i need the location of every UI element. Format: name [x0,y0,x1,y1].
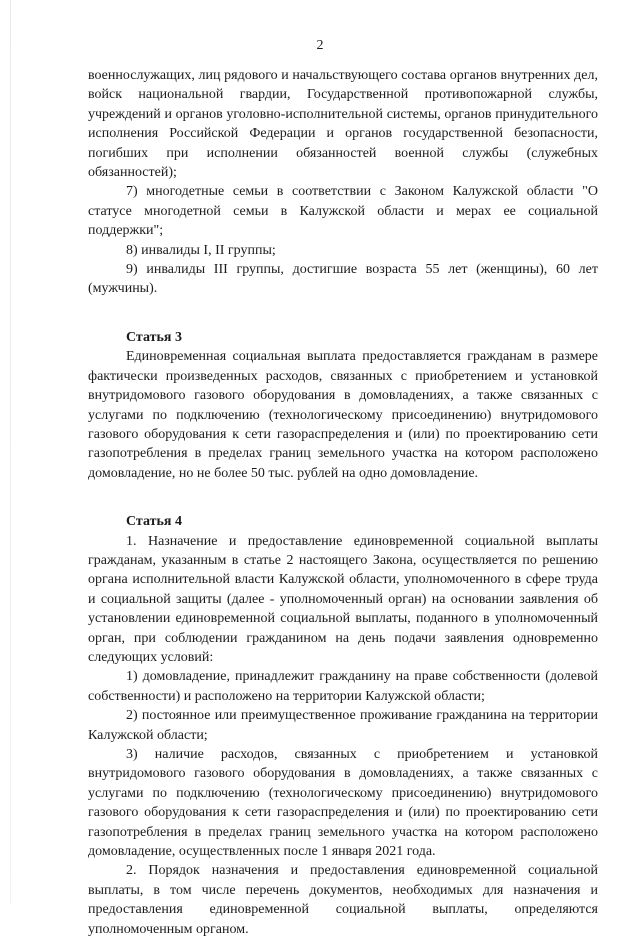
page-number: 2 [316,38,324,53]
condition-1: 1) домовладение, принадлежит гражданину на праве собственности (долевой собственности) и расположено на территории Калужской области; [88,669,598,704]
list-item-8: 8) инвалиды I, II группы; [126,242,276,258]
article-3-text: Единовременная социальная выплата предоставляется гражданам в размере фактически произведенных расходов, связанных с приобретением и установкой внутридомового газового оборудования в домовладениях, а также связанных с услугами по подключению (технологическому присоединению) внутридомового газового оборудования к сети газораспределения и (или) по проектированию сети газопотребления в пределах границ земельного участка на котором расположено домовладение, но не более 50 тыс. рублей на одно домовладение. [88,349,598,481]
list-item-7: 7) многодетные семьи в соответствии с Законом Калужской области "О статусе многодетной семьи в Калужской области и мерах ее социальной поддержки"; [88,184,598,239]
paragraph-continuation: военнослужащих, лиц рядового и начальствующего состава органов внутренних дел, войск национальной гвардии, Государственной противопожарной службы, учреждений и органов уголовно-исполнительной системы, органов принудительного исполнения Российской Федерации и органов государственной безопасности, погибших при исполнении обязанностей военной службы (служебных обязанностей); [88,68,598,181]
article-4-clause-1: 1. Назначение и предоставление единовременной социальной выплаты гражданам, указанным в статье 2 настоящего Закона, осуществляется по решению органа исполнительной власти Калужской области, уполномоченного в сфере труда и социальной защиты (далее - уполномоченный орган) на основании заявления об установлении единовременной социальной выплаты, поданного в уполномоченный орган, при соблюдении гражданином на день подачи заявления одновременно следующих условий: [88,533,598,665]
document-body [88,66,598,939]
condition-3: 3) наличие расходов, связанных с приобретением и установкой внутридомового газового оборудования в домовладениях, а также связанных с услугами по подключению (технологическому присоединению) внутридомового газового оборудования к сети газораспределения и (или) по проектированию сети газопотребления в пределах границ земельного участка на котором расположено домовладение, осуществленных после 1 января 2021 года. [88,747,598,860]
article-4-heading: Статья 4 [126,514,182,530]
article-4-clause-2: 2. Порядок назначения и предоставления единовременной социальной выплаты, в том числе перечень документов, необходимых для назначения и предоставления единовременной социальной выплаты, определяются уполномоченным органом. [88,863,598,937]
scan-edge-mark [10,0,11,905]
list-item-9: 9) инвалиды III группы, достигшие возраста 55 лет (женщины), 60 лет (мужчины). [88,262,598,297]
condition-2: 2) постоянное или преимущественное проживание гражданина на территории Калужской области; [88,708,598,743]
article-3-heading: Статья 3 [126,329,182,345]
